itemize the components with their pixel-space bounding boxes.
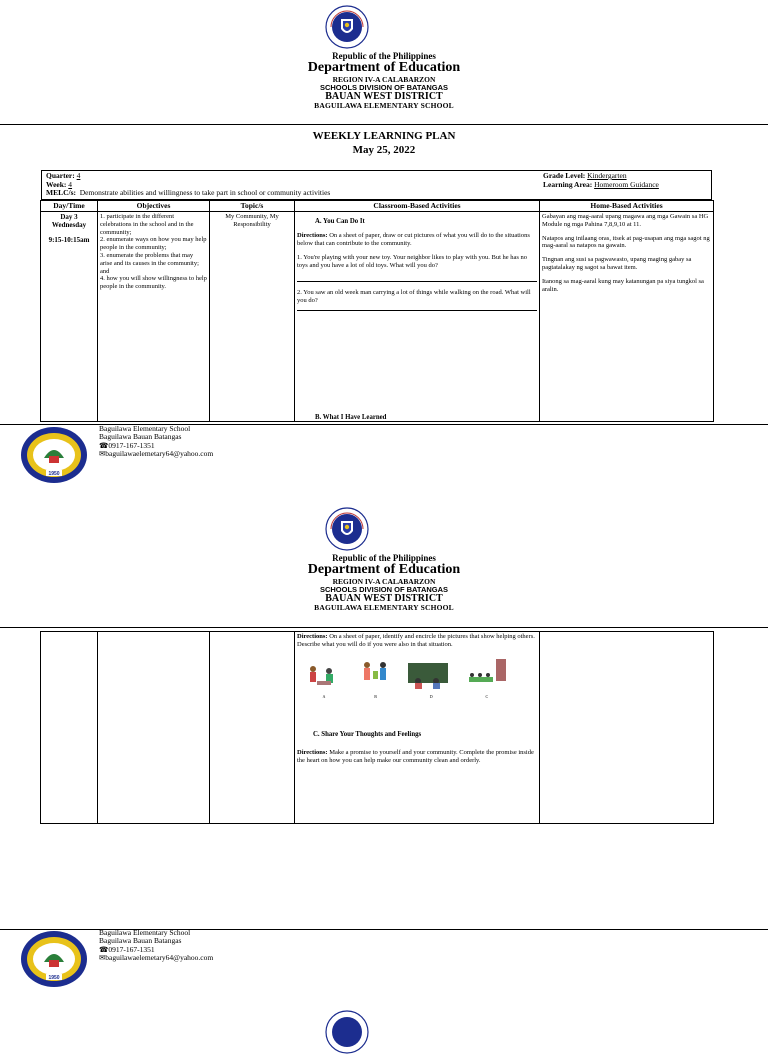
school-phone: ☎0917-167-1351 (99, 944, 155, 954)
topic-text: My Community, My Responsibility (225, 213, 279, 228)
quarter-value: 4 (76, 171, 81, 180)
section-b-heading: B. What I Have Learned (315, 414, 387, 421)
school-email[interactable]: ✉baguilawaelemetary64@yahoo.com (99, 449, 214, 459)
helping-picture-icon (355, 659, 397, 691)
picture-label: D (429, 693, 433, 699)
section-a-heading: A. You Can Do It (315, 218, 365, 225)
department-title: Department of Education (307, 562, 461, 578)
directions-label: Directions: (297, 633, 328, 640)
school-seal-icon (20, 426, 88, 484)
school-text: BAGUILAWA ELEMENTARY SCHOOL (314, 101, 454, 111)
day-time-cell (41, 212, 98, 422)
division-text: SCHOOLS DIVISION OF BATANGAS (319, 83, 449, 92)
situation-1-text: 1. You're playing with your new toy. Your neighbor likes to play with you. But he has no toys and you have a lot of old toys. What will you do? (297, 253, 528, 269)
home-item: Tingnan ang susi sa pagwawasto, upang maging gabay sa pagtatalakay ng sagot sa bawat item. (542, 256, 692, 271)
picture-option-c[interactable] (466, 659, 508, 699)
picture-label: B (374, 693, 377, 699)
header-day-time: Day/Time (41, 201, 98, 212)
header-divider (0, 124, 768, 125)
header-divider (0, 627, 768, 628)
plan-info-box (41, 170, 712, 200)
directions-c-text: Make a promise to yourself and your community. Complete the promise inside the heart on how you can help make our community clean and orderly. (297, 748, 534, 764)
weekday-text: Wednesday (51, 221, 87, 230)
school-contact (99, 929, 213, 963)
directions-label: Directions: (297, 748, 328, 756)
classroom-activities-cell (295, 632, 540, 824)
directions-b (297, 633, 537, 649)
helping-picture-icon (466, 659, 508, 691)
area-value: Homeroom Guidance (594, 179, 659, 189)
helping-picture-icon (406, 659, 456, 691)
header-topics: Topic/s (210, 201, 295, 212)
directions-label: Directions: (297, 232, 328, 240)
picture-label: A (322, 693, 326, 699)
district-text: BAUAN WEST DISTRICT (325, 592, 443, 604)
quarter-label: Quarter: (46, 171, 75, 180)
section-c-heading: C. Share Your Thoughts and Feelings (313, 730, 422, 738)
deped-seal-icon (325, 507, 369, 551)
school-name: Baguilawa Elementary School (99, 928, 191, 937)
school-seal-icon (20, 930, 88, 988)
home-item: Natapos ang inilaang oras, itsek at pag-usapan ang mga sagot ng mag-aaral sa natapos na gawain. (542, 234, 710, 250)
objective-item: 3. enumerate the problems that may arise and its causes in the community; and (100, 251, 199, 275)
home-item: Itanong sa mag-aaral kung may katanungan pa siya tungkol sa aralin. (542, 277, 704, 293)
school-email[interactable]: ✉baguilawaelemetary64@yahoo.com (99, 953, 214, 963)
region-text: REGION IV-A CALABARZON (332, 577, 436, 587)
republic-text: Republic of the Philippines (332, 553, 436, 563)
header-classroom-activities: Classroom-Based Activities (295, 201, 540, 212)
picture-option-d[interactable] (406, 659, 456, 699)
directions-c (297, 749, 537, 765)
republic-text: Republic of the Philippines (332, 51, 436, 61)
weekly-plan-table (40, 200, 714, 422)
plan-title (0, 130, 768, 158)
school-phone: ☎0917-167-1351 (99, 440, 155, 450)
school-text: BAGUILAWA ELEMENTARY SCHOOL (314, 603, 454, 613)
grade-label: Grade Level: (543, 171, 586, 180)
picture-option-b[interactable] (355, 659, 397, 699)
grade-value: Kindergarten (587, 171, 627, 180)
topic-cell (210, 632, 295, 824)
directions-a-text: On a sheet of paper, draw or cut pictures of what you will do to the situations below that can contribute to the community. (297, 232, 530, 247)
header-home-activities: Home-Based Activities (540, 201, 714, 212)
week-label: Week: (46, 179, 67, 189)
day-time-cell (41, 632, 98, 824)
header-objectives: Objectives (98, 201, 210, 212)
deped-seal-icon (325, 1010, 369, 1054)
region-text: REGION IV-A CALABARZON (332, 75, 436, 85)
home-activities-cell (540, 212, 714, 422)
plan-title-text: WEEKLY LEARNING PLAN (312, 130, 456, 142)
week-value: 4 (68, 179, 73, 189)
home-item: Gabayan ang mag-aaral upang magawa ang mga Gawain sa HG Module ng mga Pahina 7,8,9,10 at 11. (542, 213, 709, 228)
letterhead (0, 554, 768, 612)
directions-b-text: On a sheet of paper, identify and encircle the pictures that show helping others. Describe what you will do if you were also in that situation. (297, 633, 535, 648)
directions-a (297, 232, 537, 248)
melc-label: MELC/s: (46, 188, 76, 198)
school-address: Baguilawa Bauan Batangas (99, 432, 182, 442)
plan-date: May 25, 2022 (352, 143, 416, 156)
home-activities-cell (540, 632, 714, 824)
day-text: Day 3 (60, 213, 78, 221)
objectives-cell (98, 212, 210, 422)
melc-value: Demonstrate abilities and willingness to take part in school or community activities (79, 188, 331, 198)
topic-cell (210, 212, 295, 422)
school-name: Baguilawa Elementary School (99, 424, 191, 433)
answer-line (297, 310, 537, 311)
weekly-plan-table-continued (40, 631, 714, 824)
picture-label: C (485, 693, 489, 699)
time-text: 9:15-10:15am (48, 235, 90, 244)
district-text: BAUAN WEST DISTRICT (325, 90, 443, 102)
deped-seal-icon (325, 5, 369, 49)
helping-pictures (297, 659, 537, 709)
objective-item: 2. enumerate ways on how you may help people in the community; (100, 236, 207, 252)
objectives-cell (98, 632, 210, 824)
school-address: Baguilawa Bauan Batangas (99, 936, 182, 946)
objective-item: 1. participate in the different celebrations in the school and in the community; (100, 213, 194, 236)
situation-2-text: 2. You saw an old week man carrying a lot of things while walking on the road. What will you do? (297, 289, 531, 305)
picture-option-a[interactable] (303, 659, 345, 699)
helping-picture-icon (303, 659, 345, 691)
department-title: Department of Education (307, 60, 461, 76)
objective-item: 4. how you will show willingness to help people in the community. (100, 275, 207, 291)
answer-line (297, 281, 537, 282)
letterhead (0, 52, 768, 110)
school-contact (99, 425, 213, 459)
classroom-activities-cell (295, 212, 540, 422)
seal-year-text: 1950 (48, 471, 60, 477)
area-label: Learning Area: (543, 179, 593, 189)
division-text: SCHOOLS DIVISION OF BATANGAS (319, 585, 449, 594)
seal-year-text: 1950 (48, 975, 60, 981)
